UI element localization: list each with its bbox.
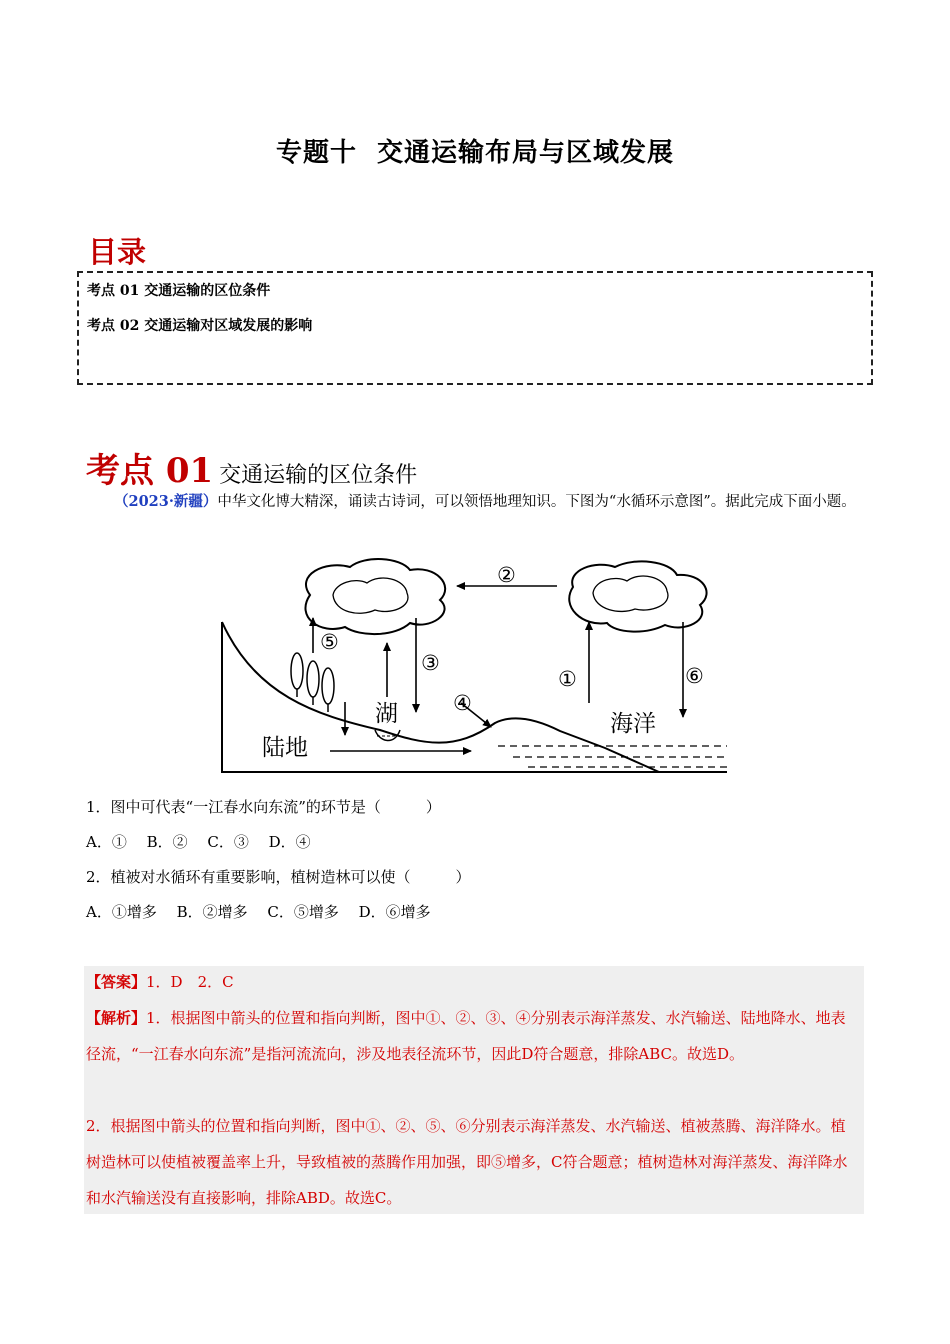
analysis-1 <box>86 1000 856 1072</box>
analysis-2: 2．根据图中箭头的位置和指向判断，图中①、②、⑤、⑥分别表示海洋蒸发、水汽输送、植被蒸腾、海洋降水。植树造林可以使植被覆盖率上升，导致植被的蒸腾作用加强，即⑤增多，C符合题意；植树造林对海洋蒸发、海洋降水和水汽输送没有直接影响，排除ABD。故选C。 <box>86 1117 848 1207</box>
toc-heading: 目录 <box>88 235 147 269</box>
water-cycle-diagram <box>215 555 735 780</box>
label-land: 陆地 <box>262 735 308 761</box>
analysis-tag: 【解析】 <box>86 1009 147 1027</box>
section-number: 考点 01 <box>86 451 214 491</box>
answer-text: 1．D 2．C <box>146 973 234 991</box>
answer-tag: 【答案】 <box>86 973 147 991</box>
marker-6: ⑥ <box>685 664 704 688</box>
marker-4: ④ <box>453 691 472 715</box>
question-1-options: A．① B．② C．③ D．④ <box>86 833 311 851</box>
cloud-left <box>305 559 445 634</box>
toc-item-01[interactable]: 考点 01 交通运输的区位条件 <box>87 283 271 299</box>
label-lake: 湖 <box>375 701 398 727</box>
toc-item-02[interactable]: 考点 02 交通运输对区域发展的影响 <box>87 318 313 334</box>
question-2-options: A．①增多 B．②增多 C．⑤增多 D．⑥增多 <box>86 903 431 921</box>
question-stem <box>86 484 866 520</box>
ocean-waves <box>498 746 727 767</box>
question-source: （2023·新疆） <box>114 493 218 510</box>
label-ocean: 海洋 <box>610 711 656 737</box>
marker-3: ③ <box>421 651 440 675</box>
marker-5: ⑤ <box>320 630 339 654</box>
marker-2: ② <box>497 563 516 587</box>
answer-line <box>86 964 856 1000</box>
section-name: 交通运输的区位条件 <box>219 463 418 488</box>
question-1-stem: 1．图中可代表“一江春水向东流”的环节是（ ） <box>86 798 441 816</box>
question-stem-text: 中华文化博大精深，诵读古诗词，可以领悟地理知识。下图为“水循环示意图”。据此完成下面小题。 <box>217 494 856 510</box>
analysis-1-text: 1．根据图中箭头的位置和指向判断，图中①、②、③、④分别表示海洋蒸发、水汽输送、陆地降水、地表径流，“一江春水向东流”是指河流流向，涉及地表径流环节，因此D符合题意，排除ABC。故选D。 <box>86 1009 846 1063</box>
marker-1: ① <box>558 667 577 691</box>
cloud-right <box>569 561 706 631</box>
question-2-stem: 2．植被对水循环有重要影响，植树造林可以使（ ） <box>86 868 471 886</box>
page-title: 专题十 交通运输布局与区域发展 <box>275 138 675 168</box>
